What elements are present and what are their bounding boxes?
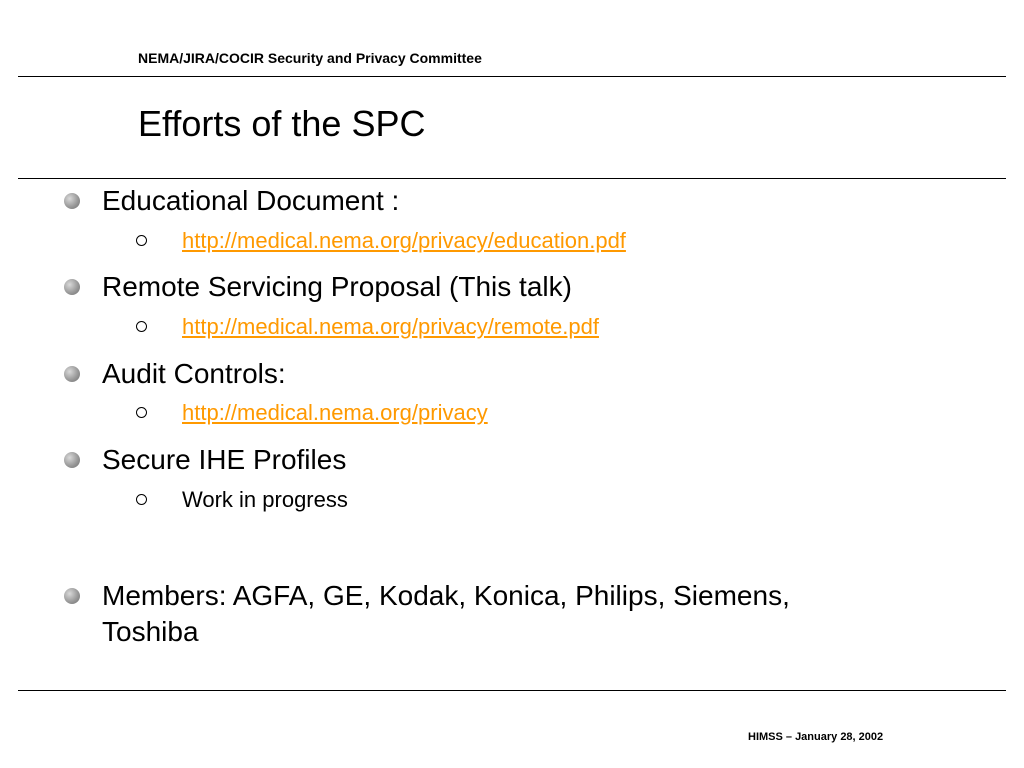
- sub-bullet-ring-icon: [136, 235, 147, 246]
- footer-divider: [18, 690, 1006, 691]
- sub-bullet-ring-icon: [136, 494, 147, 505]
- link-privacy[interactable]: http://medical.nema.org/privacy: [182, 400, 488, 425]
- bullet-dot-icon: [64, 366, 80, 382]
- bullet-dot-icon: [64, 279, 80, 295]
- bullet-members-line2: Toshiba: [102, 616, 199, 647]
- sub-bullet-ring-icon: [136, 321, 147, 332]
- bullet-dot-icon: [64, 193, 80, 209]
- bullet-remote-servicing: Remote Servicing Proposal (This talk): [102, 271, 572, 302]
- bullet-audit-controls: Audit Controls:: [102, 358, 286, 389]
- bullet-secure-ihe-profiles: Secure IHE Profiles: [102, 444, 347, 475]
- bullet-dot-icon: [64, 452, 80, 468]
- bullet-educational-document: Educational Document :: [102, 185, 400, 216]
- bullet-members-line1: Members: AGFA, GE, Kodak, Konica, Philips, Siemens,: [102, 580, 790, 611]
- sub-bullet-ring-icon: [136, 407, 147, 418]
- link-education-pdf[interactable]: http://medical.nema.org/privacy/education.pdf: [182, 228, 626, 253]
- footer-event: HIMSS – January 28, 2002: [748, 731, 884, 743]
- bullet-dot-icon: [64, 588, 80, 604]
- link-remote-pdf[interactable]: http://medical.nema.org/privacy/remote.pdf: [182, 314, 599, 339]
- sub-bullet-work-in-progress: Work in progress: [182, 487, 348, 512]
- header-committee: NEMA/JIRA/COCIR Security and Privacy Committee: [138, 50, 482, 66]
- slide-title: Efforts of the SPC: [138, 103, 426, 144]
